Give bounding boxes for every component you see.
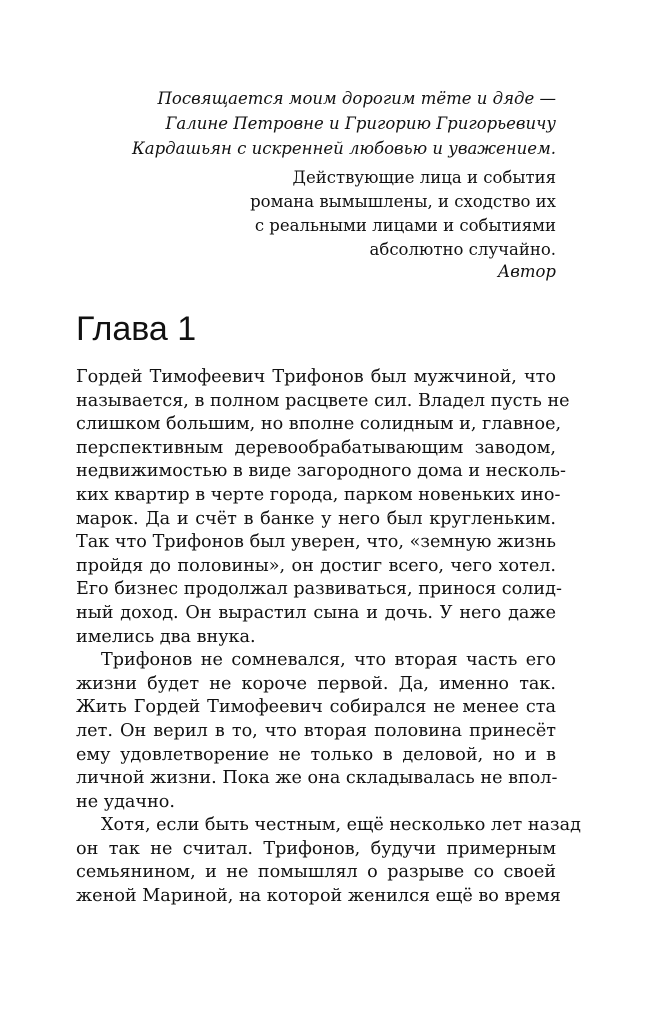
- text-line: Его бизнес продолжал развиваться, принося солид-: [76, 579, 562, 600]
- text-line: личной жизни. Пока же она складывалась не впол-: [76, 768, 558, 789]
- text-line: женой Мариной, на которой женился ещё во время: [76, 886, 561, 907]
- text-line: называется, в полном расцвете сил. Владел пусть не: [76, 390, 570, 411]
- text-line: недвижимостью в виде загородного дома и несколь-: [76, 461, 566, 482]
- dedication-line: Кардашьян с искренней любовью и уважением.: [131, 139, 556, 158]
- text-line: имелись два внука.: [76, 626, 256, 647]
- text-line: Жить Гордей Тимофеевич собирался не менее ста: [76, 697, 556, 718]
- dedication-line: Галине Петровне и Григорию Григорьевичу: [165, 114, 556, 133]
- disclaimer-line: Действующие лица и события: [292, 168, 556, 187]
- dedication-line: Посвящается моим дорогим тёте и дяде —: [157, 89, 556, 108]
- text-line: Хотя, если быть честным, ещё несколько лет назад: [101, 815, 581, 836]
- text-line: слишком большим, но вполне солидным и, главное,: [76, 414, 562, 435]
- disclaimer-line: с реальными лицами и событиями: [254, 216, 556, 235]
- dedication: [76, 86, 556, 161]
- text-line: он так не считал. Трифонов, будучи примерным: [76, 838, 556, 859]
- disclaimer: [76, 166, 556, 262]
- text-line: Так что Трифонов был уверен, что, «земную жизнь: [76, 532, 556, 553]
- text-line: Гордей Тимофеевич Трифонов был мужчиной, что: [76, 367, 556, 387]
- text-line: перспективным деревообрабатывающим заводом,: [76, 437, 556, 458]
- text-line: не удачно.: [76, 791, 175, 812]
- text-line: Трифонов не сомневался, что вторая часть его: [101, 650, 556, 671]
- chapter-body: [76, 366, 581, 909]
- chapter-title: Глава 1: [76, 310, 197, 348]
- text-line: марок. Да и счёт в банке у него был кругленьким.: [76, 508, 556, 529]
- author-signature: Автор: [497, 262, 556, 281]
- disclaimer-line: романа вымышлены, и сходство их: [250, 192, 556, 211]
- text-line: лет. Он верил в то, что вторая половина принесёт: [76, 720, 556, 741]
- text-line: ный доход. Он вырастил сына и дочь. У него даже: [76, 602, 556, 623]
- text-line: семьянином, и не помышлял о разрыве со своей: [76, 862, 556, 883]
- disclaimer-line: абсолютно случайно.: [369, 240, 556, 259]
- text-line: ему удовлетворение не только в деловой, но и в: [76, 744, 556, 765]
- text-line: пройдя до половины», он достиг всего, чего хотел.: [76, 555, 556, 576]
- text-line: жизни будет не короче первой. Да, именно так.: [76, 673, 556, 694]
- text-line: ких квартир в черте города, парком новеньких ино-: [76, 484, 561, 505]
